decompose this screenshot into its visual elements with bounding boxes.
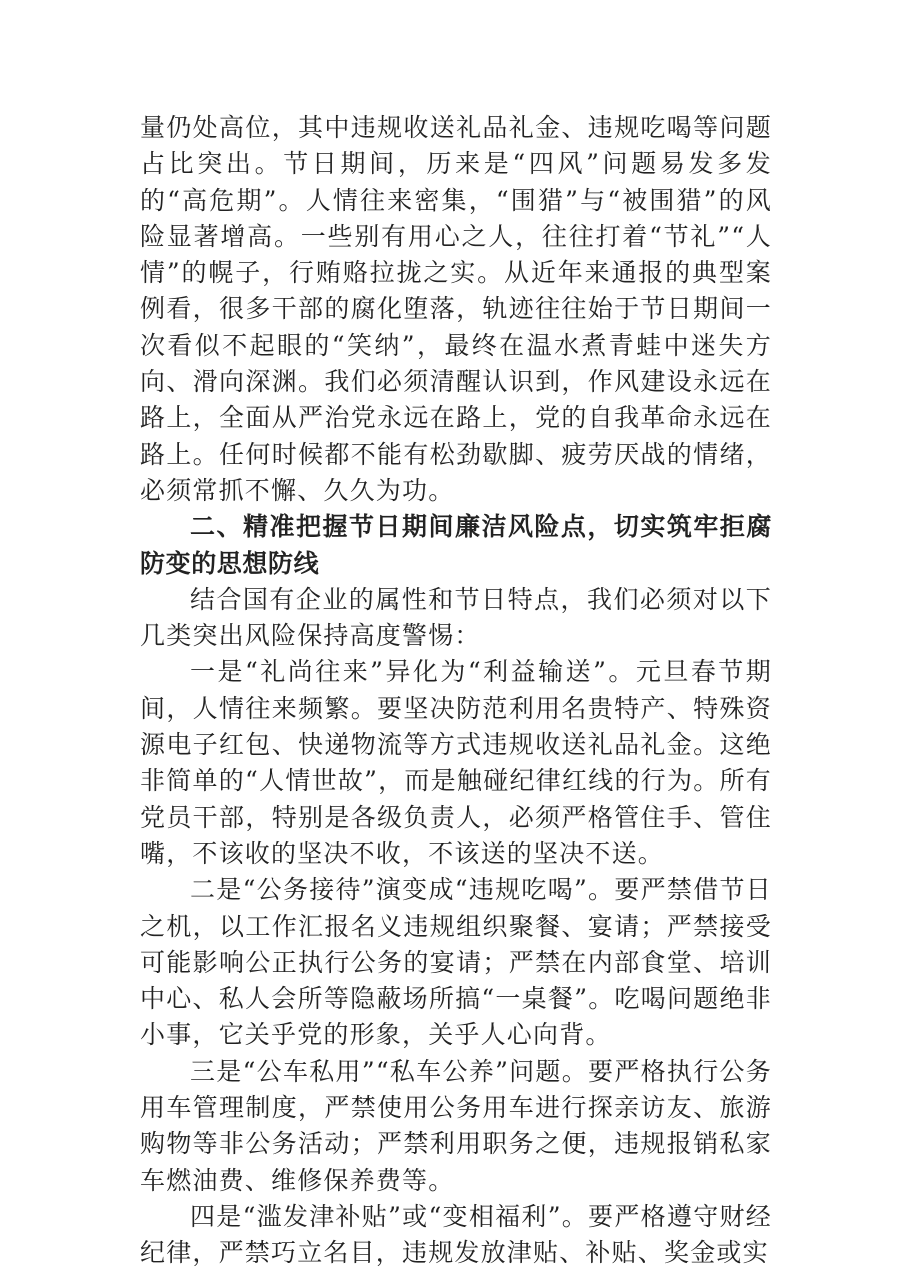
paragraph-risk-gifts: 一是“礼尚往来”异化为“利益输送”。元旦春节期间，人情往来频繁。要坚决防范利用名贵特产、特殊资源电子红包、快递物流等方式违规收送礼品礼金。这绝非简单的“人情世故”，而是触碰纪律红线的行为。所有党员干部，特别是各级负责人，必须严格管住手、管住嘴，不该收的坚决不收，不该送的坚决不送。: [140, 657, 772, 868]
paragraph-risk-intro: 结合国有企业的属性和节日特点，我们必须对以下几类突出风险保持高度警惕：: [140, 584, 772, 651]
document-body: [140, 110, 772, 1272]
paragraph-risk-vehicles: 三是“公车私用”“私车公养”问题。要严格执行公务用车管理制度，严禁使用公务用车进行探亲访友、旅游购物等非公务活动；严禁利用职务之便，违规报销私家车燃油费、维修保养费等。: [140, 1056, 772, 1195]
paragraph-risk-dining: 二是“公务接待”演变成“违规吃喝”。要严禁借节日之机，以工作汇报名义违规组织聚餐、宴请；严禁接受可能影响公正执行公务的宴请；严禁在内部食堂、培训中心、私人会所等隐蔽场所搞“一桌餐”。吃喝问题绝非小事，它关乎党的形象，关乎人心向背。: [140, 875, 772, 1050]
paragraph-risk-allowances: 四是“滥发津补贴”或“变相福利”。要严格遵守财经纪律，严禁巧立名目，违规发放津贴、补贴、奖金或实: [140, 1201, 772, 1268]
section-heading-risk-points: 二、精准把握节日期间廉洁风险点，切实筑牢拒腐防变的思想防线: [140, 512, 772, 578]
paragraph-conduct-situation: 量仍处高位，其中违规收送礼品礼金、违规吃喝等问题占比突出。节日期间，历来是“四风”问题易发多发的“高危期”。人情往来密集，“围猎”与“被围猎”的风险显著增高。一些别有用心之人，往往打着“节礼”“人情”的幌子，行贿赂拉拢之实。从近年来通报的典型案例看，很多干部的腐化堕落，轨迹往往始于节日期间一次看似不起眼的“笑纳”，最终在温水煮青蛙中迷失方向、滑向深渊。我们必须清醒认识到，作风建设永远在路上，全面从严治党永远在路上，党的自我革命永远在路上。任何时候都不能有松劲歇脚、疲劳厌战的情绪，必须常抓不懈、久久为功。: [140, 113, 772, 505]
